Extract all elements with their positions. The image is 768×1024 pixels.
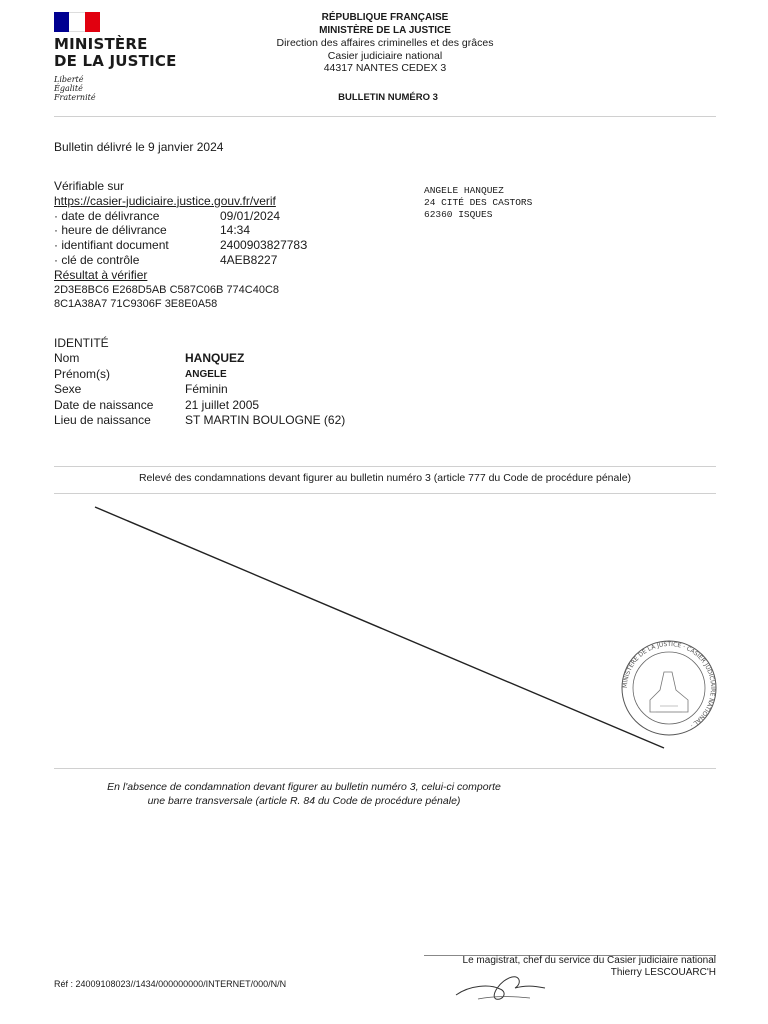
transverse-bar xyxy=(95,507,664,748)
republic-label: RÉPUBLIQUE FRANÇAISE xyxy=(321,12,449,23)
seal-text: MINISTÈRE DE LA JUSTICE · CASIER JUDICIAIRE NATIONAL · xyxy=(621,640,717,729)
recipient-name: ANGELE HANQUEZ xyxy=(424,185,504,196)
convictions-header: Relevé des condamnations devant figurer au bulletin numéro 3 (article 777 du Code de procédure pénale) xyxy=(138,472,632,484)
verification-row: · date de délivrance 09/01/2024 xyxy=(54,208,281,223)
signature-name: Thierry LESCOUARC'H xyxy=(610,967,716,978)
logo-motto: Liberté Égalité Fraternité xyxy=(54,75,96,102)
document-reference: Réf : 24009108023//1434/000000000/INTERNET/000/N/N xyxy=(54,979,287,989)
divider xyxy=(54,768,716,769)
identity-row: Lieu de naissance ST MARTIN BOULOGNE (62) xyxy=(54,413,346,428)
result-label: Résultat à vérifier xyxy=(54,267,148,282)
identity-row: Sexe Féminin xyxy=(54,382,228,397)
signature-block xyxy=(380,955,716,979)
logo-ministry-name: MINISTÈRE DE LA JUSTICE xyxy=(54,35,177,70)
official-seal-icon xyxy=(622,641,716,735)
verification-title: Vérifiable sur xyxy=(54,179,125,193)
identity-row: Nom HANQUEZ xyxy=(54,351,245,366)
identity-title: IDENTITÉ xyxy=(54,336,109,350)
hash-line: 2D3E8BC6 E268D5AB C587C06B 774C40C8 xyxy=(54,283,280,296)
hash-line: 8C1A38A7 71C9306F 3E8E0A58 xyxy=(54,298,218,311)
verification-link[interactable]: https://casier-judiciaire.justice.gouv.fr/verif xyxy=(54,193,276,208)
signature-icon xyxy=(456,977,545,1000)
signature-role: Le magistrat, chef du service du Casier judiciaire national xyxy=(462,955,716,966)
service-label: Casier judiciaire national xyxy=(327,49,443,62)
absence-note: En l'absence de condamnation devant figurer au bulletin numéro 3, celui-ci comporte une barre transversale (article R. 84 du Code de procédure pénale) xyxy=(107,781,501,807)
identity-row: Prénom(s) ANGELE xyxy=(54,366,227,381)
recipient-city: 62360 ISQUES xyxy=(424,209,493,220)
recipient-street: 24 CITÉ DES CASTORS xyxy=(424,197,533,208)
identity-row: Date de naissance 21 juillet 2005 xyxy=(54,397,260,412)
direction-label: Direction des affaires criminelles et des grâces xyxy=(276,37,494,49)
service-address: 44317 NANTES CEDEX 3 xyxy=(323,62,447,74)
ministry-label: MINISTÈRE DE LA JUSTICE xyxy=(319,24,451,36)
bulletin-title: BULLETIN NUMÉRO 3 xyxy=(338,92,438,103)
verification-row: · identifiant document 240090382778З xyxy=(54,238,308,253)
delivery-date: Bulletin délivré le 9 janvier 2024 xyxy=(54,140,224,154)
verification-row: · clé de contrôle 4AEB8227 xyxy=(54,252,278,267)
verification-row: · heure de délivrance 14:34 xyxy=(54,223,251,238)
